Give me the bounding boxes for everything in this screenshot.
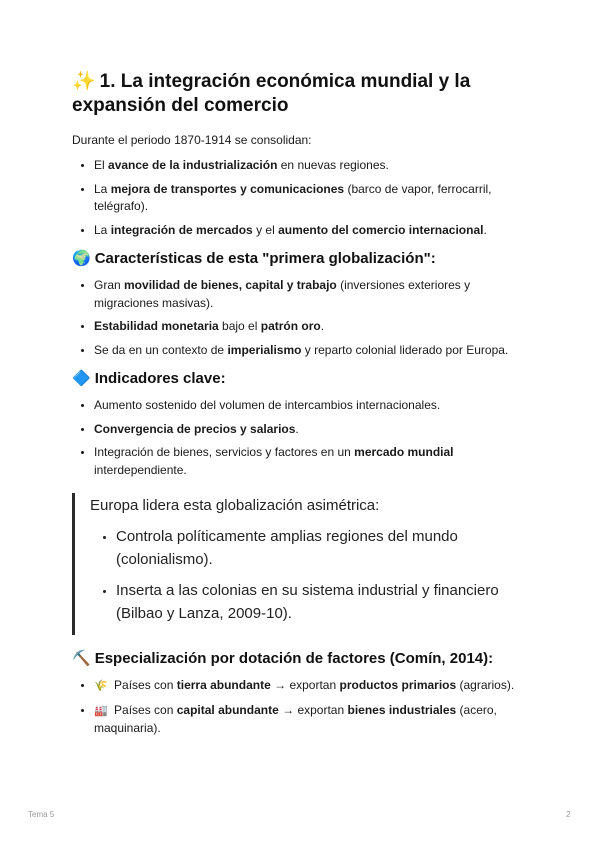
- list-item: • Estabilidad monetaria bajo el patrón oro.: [94, 318, 532, 336]
- wheat-icon: 🌾: [94, 680, 108, 692]
- section-heading-characteristics: 🌍 Características de esta "primera globalización":: [72, 250, 436, 267]
- list-item: • La mejora de transportes y comunicaciones (barco de vapor, ferrocarril, telégrafo).: [94, 181, 532, 216]
- page-number: 2: [566, 810, 571, 819]
- characteristics-list: [72, 277, 532, 359]
- section-heading-specialization: ⛏️ Especialización por dotación de factores (Comín, 2014):: [72, 650, 494, 667]
- list-item: • 🏭 Países con capital abundante → exportan bienes industriales (acero, maquinaria).: [94, 702, 532, 738]
- intro-text: Durante el periodo 1870-1914 se consolidan:: [72, 133, 312, 147]
- intro-list: [72, 157, 532, 239]
- footer-label: Tema 5: [28, 810, 55, 819]
- page-title: [72, 70, 532, 118]
- document-page: [72, 70, 532, 744]
- list-item: • 🌾 Países con tierra abundante → exportan productos primarios (agrarios).: [94, 677, 532, 696]
- globe-icon: 🌍: [72, 250, 91, 267]
- list-item: • Controla políticamente amplias regiones del mundo (colonialismo).: [116, 525, 532, 571]
- blockquote: [72, 493, 532, 635]
- blue-diamond-icon: 🔷: [72, 370, 91, 387]
- pick-icon: ⛏️: [72, 650, 91, 667]
- list-item: • Se da en un contexto de imperialismo y reparto colonial liderado por Europa.: [94, 342, 532, 360]
- list-item: • Convergencia de precios y salarios.: [94, 421, 532, 439]
- page-title-text: 1. La integración económica mundial y la expansión del comercio: [72, 71, 471, 116]
- specialization-list: [72, 677, 532, 738]
- list-item: • Inserta a las colonias en su sistema industrial y financiero (Bilbao y Lanza, 2009-10).: [116, 579, 532, 625]
- list-item: • El avance de la industrialización en nuevas regiones.: [94, 157, 532, 175]
- factory-icon: 🏭: [94, 704, 108, 717]
- section-heading-indicators: 🔷 Indicadores clave:: [72, 370, 226, 387]
- list-item: • La integración de mercados y el aumento del comercio internacional.: [94, 222, 532, 240]
- list-item: • Integración de bienes, servicios y factores en un mercado mundial interdependiente.: [94, 444, 532, 479]
- indicators-list: [72, 397, 532, 479]
- list-item: • Gran movilidad de bienes, capital y trabajo (inversiones exteriores y migraciones masivas).: [94, 277, 532, 312]
- list-item: • Aumento sostenido del volumen de intercambios internacionales.: [94, 397, 532, 415]
- quote-intro: Europa lidera esta globalización asimétrica:: [90, 497, 380, 514]
- quote-list: [90, 525, 532, 625]
- sparkles-icon: ✨: [72, 71, 96, 92]
